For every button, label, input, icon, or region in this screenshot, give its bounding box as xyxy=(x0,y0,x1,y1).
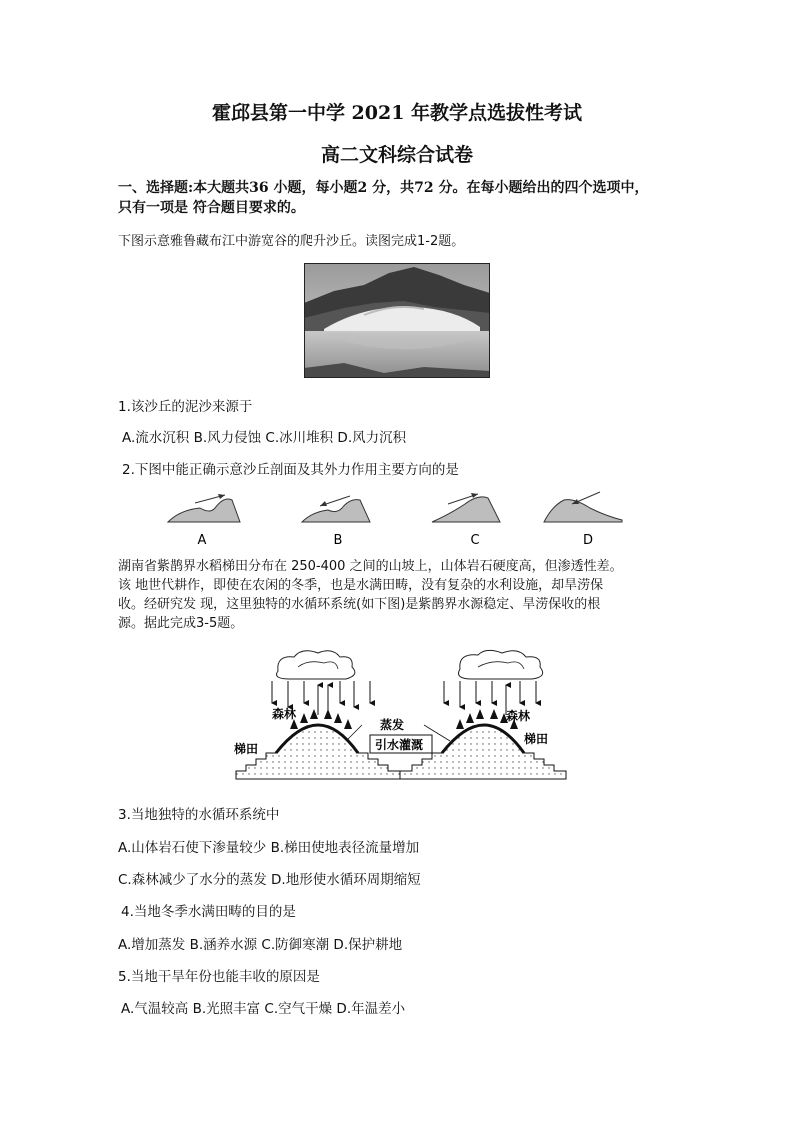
intro-text-1: 下图示意雅鲁藏布江中游宽谷的爬升沙丘。读图完成1-2题。 xyxy=(118,234,465,249)
label-evaporation: 蒸发 xyxy=(380,718,405,732)
label-c: C xyxy=(470,533,480,548)
dune-profile-d xyxy=(544,492,622,548)
question-3-options-1: A.山体岩石使下渗量较少 B.梯田使地表径流量增加 xyxy=(118,840,420,856)
dune-profile-b xyxy=(302,496,370,548)
dune-profile-a xyxy=(168,494,240,548)
passage-2-line3: 收。经研究发 现，这里独特的水循环系统(如下图)是紫鹊界水源稳定、旱涝保收的根 xyxy=(118,597,601,612)
label-d: D xyxy=(582,533,594,548)
dune-profile-options xyxy=(160,486,632,548)
question-4-stem: 4.当地冬季水满田畴的目的是 xyxy=(121,904,296,920)
question-5-options: A.气温较高 B.光照丰富 C.空气干燥 D.年温差小 xyxy=(121,1001,406,1017)
label-terrace-left: 梯田 xyxy=(234,742,259,756)
section-instruction xyxy=(118,178,678,218)
question-4-options: A.增加蒸发 B.涵养水源 C.防御寒潮 D.保护耕地 xyxy=(118,937,403,953)
label-forest-right: 森林 xyxy=(506,709,531,723)
water-cycle-diagram xyxy=(228,645,578,785)
label-a: A xyxy=(197,533,207,548)
question-1-stem: 1.该沙丘的泥沙来源于 xyxy=(118,399,253,415)
passage-2-line4: 源。据此完成3-5题。 xyxy=(118,616,244,631)
section-instruction-line2: 只有一项是 符合题目要求的。 xyxy=(118,200,305,216)
passage-2 xyxy=(118,557,684,633)
question-5-stem: 5.当地干旱年份也能丰收的原因是 xyxy=(118,969,320,985)
label-irrigation: 引水灌溉 xyxy=(375,738,424,752)
dune-profile-c xyxy=(432,493,500,548)
section-instruction-line1: 一、选择题:本大题共36 小题，每小题2 分，共72 分。在每小题给出的四个选项中， xyxy=(118,180,649,196)
passage-2-line2: 该 地世代耕作，即使在农闲的冬季，也是水满田畴，没有复杂的水利设施，却旱涝保 xyxy=(118,578,604,593)
passage-2-line1: 湖南省紫鹊界水稻梯田分布在 250-400 之间的山坡上，山体岩石硬度高，但渗透性差。 xyxy=(118,559,623,574)
label-b: B xyxy=(333,533,343,548)
question-3-options-2: C.森林减少了水分的蒸发 D.地形使水循环周期缩短 xyxy=(118,872,421,888)
page-subtitle: 高二文科综合试卷 xyxy=(320,144,473,166)
dune-photo xyxy=(304,263,490,378)
page-title: 霍邱县第一中学 2021 年教学点选拔性考试 xyxy=(211,102,583,124)
label-forest-left: 森林 xyxy=(272,707,297,721)
question-1-options: A.流水沉积 B.风力侵蚀 C.冰川堆积 D.风力沉积 xyxy=(122,430,407,446)
label-terrace-right: 梯田 xyxy=(524,732,549,746)
question-2-stem: 2.下图中能正确示意沙丘剖面及其外力作用主要方向的是 xyxy=(122,462,459,478)
question-3-stem: 3.当地独特的水循环系统中 xyxy=(118,807,280,823)
